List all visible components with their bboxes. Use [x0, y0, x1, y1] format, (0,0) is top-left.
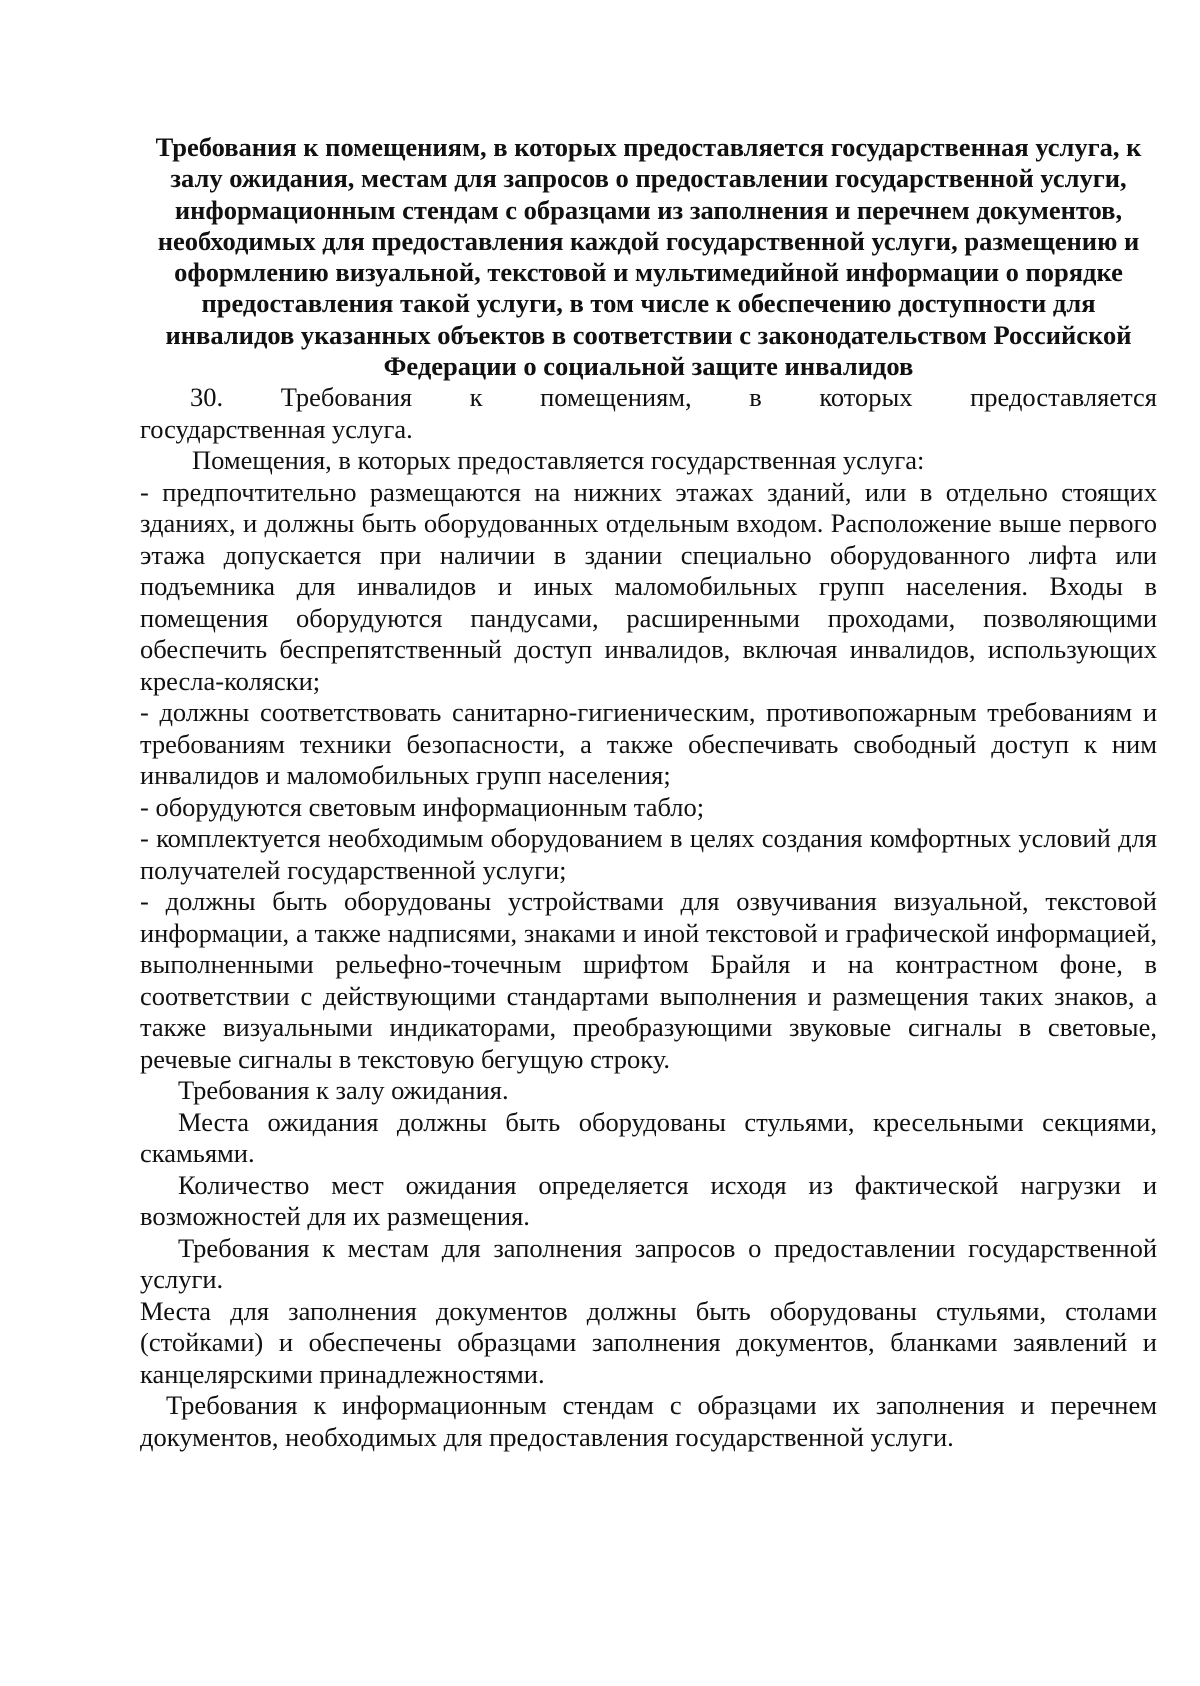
waiting-places-paragraph: Места ожидания должны быть оборудованы стульями, кресельными секциями, скамьями. — [140, 1106, 1157, 1169]
item-word: помещениям, — [540, 382, 692, 413]
bullet-item: - комплектуется необходимым оборудованием в целях создания комфортных условий для получателей государственной услуги; — [140, 823, 1157, 885]
section-heading: Требования к помещениям, в которых предоставляется государственная услуга, к залу ожидания, местам для запросов о предоставлении государственной услуги, информационным стендам с образцами из заполнения и перечнем документов, необходимых для предоставления каждой государственной услуги, размещению и оформлению визуальной, текстовой и мультимедийной информации о порядке предоставления такой услуги, в том числе к обеспечению доступности для инвалидов указанных объектов в соответствии с законодательством Российской Федерации о социальной защите инвалидов — [155, 132, 1142, 382]
item-word: которых — [819, 382, 913, 413]
waiting-room-requirements: Требования к залу ожидания. — [178, 1075, 509, 1106]
premises-intro: Помещения, в которых предоставляется государственная услуга: — [192, 445, 925, 476]
bullet-item: - оборудуются световым информационным табло; — [140, 791, 705, 822]
filling-places-requirements: Требования к местам для заполнения запросов о предоставлении государственной услуги. — [140, 1232, 1157, 1295]
bullet-item: - должны соответствовать санитарно-гигиеническим, противопожарным требованиям и требованиям техники безопасности, а также обеспечивать свободный доступ к ним инвалидов и маломобильных групп населения; — [140, 697, 1157, 791]
info-stands-requirements: Требования к информационным стендам с образцами их заполнения и перечнем документов, необходимых для предоставления государственной услуги. — [140, 1390, 1157, 1452]
item-number: 30. — [190, 382, 224, 413]
bullet-item: - предпочтительно размещаются на нижних этажах зданий, или в отдельно стоящих зданиях, и должны быть оборудованных отдельным входом. Расположение выше первого этажа допускается при наличии в здании специально оборудованного лифта или подъемника для инвалидов и иных маломобильных групп населения. Входы в помещения оборудуются пандусами, расширенными проходами, позволяющими обеспечить беспрепятственный доступ инвалидов, включая инвалидов, использующих кресла-коляски; — [140, 476, 1157, 696]
item-30-continuation: государственная услуга. — [140, 413, 413, 444]
document-content — [140, 132, 1157, 1453]
item-word: к — [469, 382, 483, 413]
item-30-first-line — [140, 382, 1157, 414]
document-body — [140, 382, 1157, 1453]
bullet-item: - должны быть оборудованы устройствами для озвучивания визуальной, текстовой информации, а также надписями, знаками и иной текстовой и графической информацией, выполненными рельефно-точечным шрифтом Брайля и на контрастном фоне, в соответствии с действующими стандартами выполнения и размещения таких знаков, а также визуальными индикаторами, преобразующими звуковые сигналы в световые, речевые сигналы в текстовую бегущую строку. — [140, 886, 1157, 1074]
item-word: предоставляется — [970, 382, 1157, 413]
waiting-count-paragraph: Количество мест ожидания определяется исходя из фактической нагрузки и возможностей для их размещения. — [140, 1169, 1157, 1232]
item-word: в — [749, 382, 762, 413]
filling-places-paragraph: Места для заполнения документов должны быть оборудованы стульями, столами (стойками) и обеспечены образцами заполнения документов, бланками заявлений и канцелярскими принадлежностями. — [140, 1295, 1157, 1389]
item-word: Требования — [280, 382, 413, 413]
